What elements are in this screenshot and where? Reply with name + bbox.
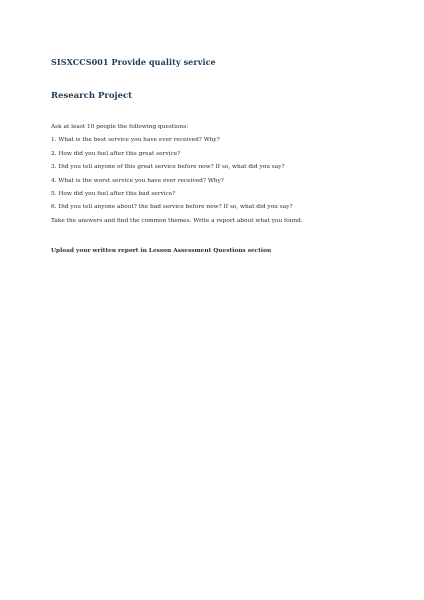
question-item: 5. How did you feel after this bad service? [51, 191, 176, 198]
question-item: 4. What is the worst service you have ever received? Why? [51, 177, 224, 184]
upload-instruction: Upload your written report in Lesson Assessment Questions section [51, 248, 272, 254]
question-item: 6. Did you tell anyone about? the bad service before now? If so, what did you say? [51, 204, 293, 211]
instruction-text: Take the answers and find the common themes. Write a report about what you found. [51, 217, 303, 224]
document-title: SISXCCS001 Provide quality service [51, 57, 216, 67]
question-item: 3. Did you tell anyone of this great service before now? If so, what did you say? [51, 164, 285, 171]
question-item: 2. How did you feel after this great service? [51, 150, 181, 157]
section-heading: Research Project [51, 91, 133, 101]
research-instructions [51, 121, 381, 228]
question-item: 1. What is the best service you have ever received? Why? [51, 137, 220, 144]
intro-text: Ask at least 10 people the following questions: [51, 124, 189, 130]
